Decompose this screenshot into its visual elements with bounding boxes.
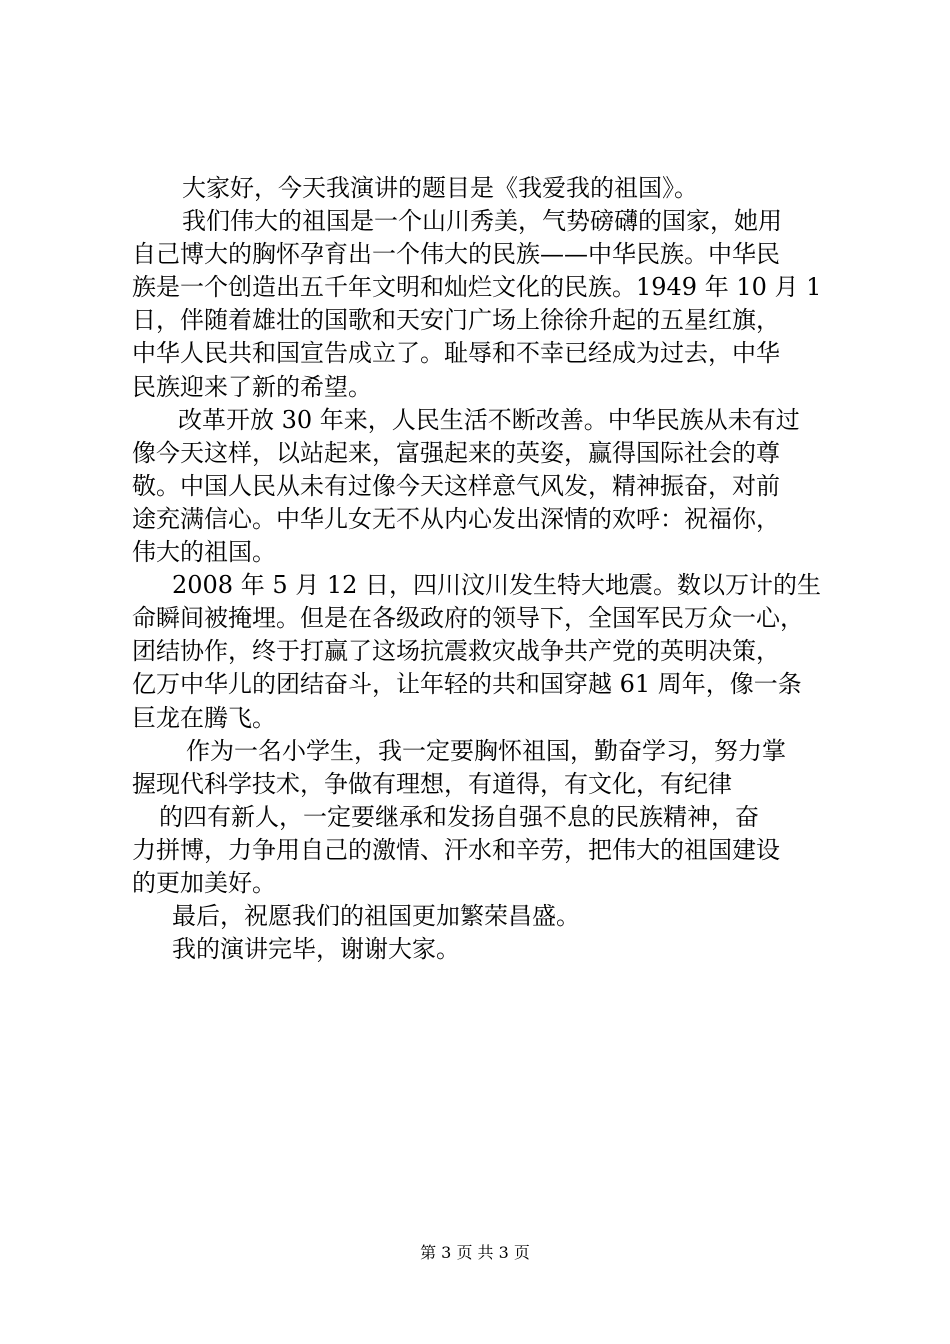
text-line: 改革开放 30 年来，人民生活不断改善。中华民族从未有过 (178, 405, 800, 434)
text-line: 像今天这样，以站起来，富强起来的英姿，赢得国际社会的尊 (132, 438, 780, 467)
text-line: 日，伴随着雄壮的国歌和天安门广场上徐徐升起的五星红旗， (132, 306, 780, 335)
text-line: 握现代科学技术，争做有理想，有道得，有文化，有纪律 (132, 769, 732, 798)
text-line: 力拼博，力争用自己的激情、汗水和辛劳，把伟大的祖国建设 (132, 835, 780, 864)
text-line: 命瞬间被掩埋。但是在各级政府的领导下，全国军民万众一心， (132, 604, 804, 633)
text-line: 民族迎来了新的希望。 (132, 372, 372, 401)
text-line: 我的演讲完毕，谢谢大家。 (172, 935, 460, 964)
text-line: 伟大的祖国。 (132, 538, 276, 567)
text-line: 中华人民共和国宣告成立了。耻辱和不幸已经成为过去，中华 (132, 339, 780, 368)
text-line: 大家好，今天我演讲的题目是《我爱我的祖国》。 (182, 174, 698, 202)
text-line: 族是一个创造出五千年文明和灿烂文化的民族。1949 年 10 月 1 (132, 273, 822, 302)
text-line: 最后，祝愿我们的祖国更加繁荣昌盛。 (172, 902, 580, 931)
text-line: 自己博大的胸怀孕育出一个伟大的民族——中华民族。中华民 (132, 240, 780, 269)
speech-body (132, 172, 832, 966)
text-line: 敬。中国人民从未有过像今天这样意气风发，精神振奋，对前 (132, 471, 780, 500)
text-line: 2008 年 5 月 12 日，四川汶川发生特大地震。数以万计的生 (172, 571, 822, 600)
text-line: 巨龙在腾飞。 (132, 703, 276, 732)
text-line: 的四有新人，一定要继承和发扬自强不息的民族精神，奋 (159, 802, 759, 831)
page-footer: 第 3 页 共 3 页 (420, 1243, 530, 1262)
text-line: 的更加美好。 (132, 868, 276, 897)
text-line: 团结协作，终于打赢了这场抗震救灾战争共产党的英明决策， (132, 637, 780, 666)
text-line: 亿万中华儿的团结奋斗，让年轻的共和国穿越 61 周年，像一条 (132, 670, 802, 699)
text-line: 我们伟大的祖国是一个山川秀美，气势磅礴的国家，她用 (182, 207, 782, 236)
text-line: 途充满信心。中华儿女无不从内心发出深情的欢呼：祝福你， (132, 504, 780, 533)
text-line: 作为一名小学生，我一定要胸怀祖国，勤奋学习，努力掌 (186, 736, 786, 765)
